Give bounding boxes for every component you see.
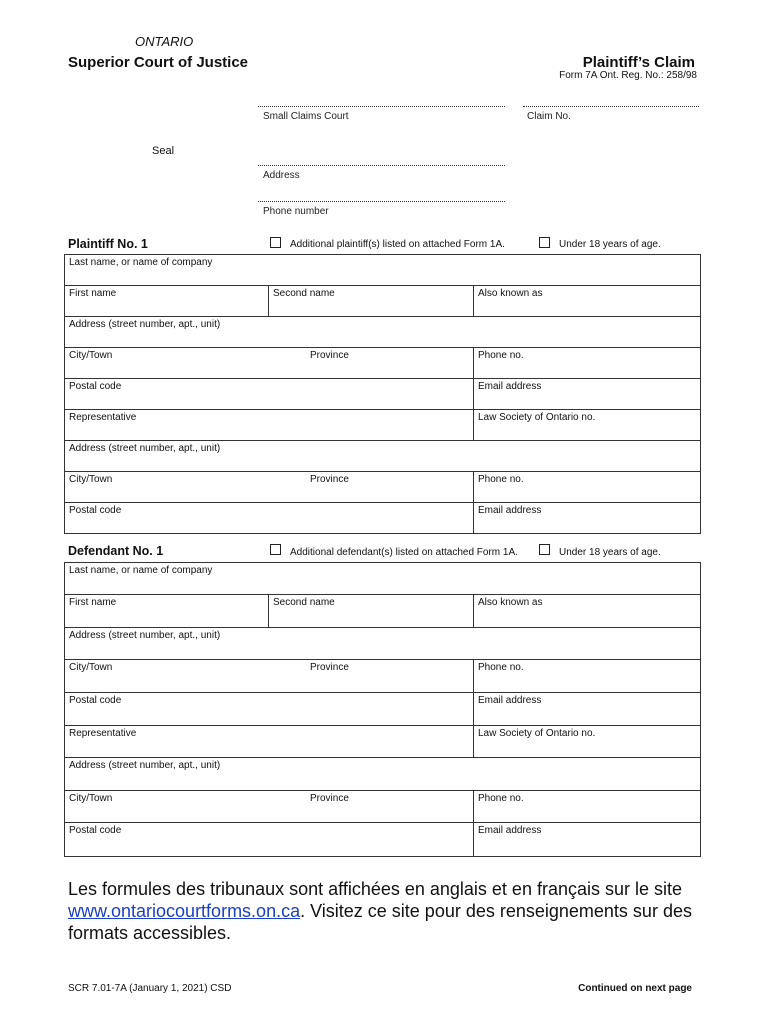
page-title: Plaintiff’s Claim xyxy=(582,54,695,71)
small-claims-court-field[interactable] xyxy=(258,106,505,107)
plaintiff-email-field[interactable]: Email address xyxy=(474,379,701,410)
additional-defendants-label: Additional defendant(s) listed on attached Form 1A. xyxy=(290,547,518,558)
form-code: SCR 7.01-7A (January 1, 2021) CSD xyxy=(68,983,232,994)
defendant-heading: Defendant No. 1 xyxy=(68,544,164,558)
small-claims-court-label: Small Claims Court xyxy=(263,111,349,122)
defendant-province-label: Province xyxy=(310,662,349,673)
plaintiff-second-name-field[interactable]: Second name xyxy=(269,286,474,317)
defendant-rep-address-field[interactable]: Address (street number, apt., unit) xyxy=(65,758,701,791)
defendant-email-field[interactable]: Email address xyxy=(474,693,701,726)
claim-no-field[interactable] xyxy=(523,106,699,107)
defendant-rep-postal-field[interactable]: Postal code xyxy=(65,823,474,857)
defendant-representative-field[interactable]: Representative xyxy=(65,726,474,758)
defendant-rep-province-label: Province xyxy=(310,793,349,804)
continued-label: Continued on next page xyxy=(578,983,692,994)
defendant-table xyxy=(64,562,701,857)
additional-defendants-checkbox[interactable] xyxy=(270,544,281,555)
plaintiff-rep-city-province-field[interactable]: City/Town Province xyxy=(65,472,474,503)
seal-label: Seal xyxy=(152,145,175,157)
court-forms-link[interactable]: www.ontariocourtforms.on.ca xyxy=(68,901,301,921)
plaintiff-rep-postal-field[interactable]: Postal code xyxy=(65,503,474,534)
defendant-under18-label: Under 18 years of age. xyxy=(559,547,661,558)
defendant-phone-field[interactable]: Phone no. xyxy=(474,660,701,693)
plaintiff-heading: Plaintiff No. 1 xyxy=(68,237,148,251)
plaintiff-postal-field[interactable]: Postal code xyxy=(65,379,474,410)
court-phone-field[interactable] xyxy=(258,201,505,202)
plaintiff-rep-phone-field[interactable]: Phone no. xyxy=(474,472,701,503)
court-address-field[interactable] xyxy=(258,165,505,166)
defendant-rep-phone-field[interactable]: Phone no. xyxy=(474,791,701,823)
form-number: Form 7A Ont. Reg. No.: 258/98 xyxy=(559,70,697,81)
language-notice: Les formules des tribunaux sont affichées en anglais et en français sur le site www.ontariocourtforms.on.ca. Visitez ce site pour des renseignements sur des formats accessibles. xyxy=(68,879,692,943)
court-name: Superior Court of Justice xyxy=(68,54,249,71)
phone-number-label: Phone number xyxy=(263,206,329,217)
defendant-aka-field[interactable]: Also known as xyxy=(474,595,701,628)
plaintiff-representative-field[interactable]: Representative xyxy=(65,410,474,441)
plaintiff-lso-field[interactable]: Law Society of Ontario no. xyxy=(474,410,701,441)
plaintiff-address-field[interactable]: Address (street number, apt., unit) xyxy=(65,317,701,348)
defendant-first-name-field[interactable]: First name xyxy=(65,595,269,628)
address-label: Address xyxy=(263,170,300,181)
defendant-rep-city-province-field[interactable]: City/Town Province xyxy=(65,791,474,823)
plaintiff-rep-address-field[interactable]: Address (street number, apt., unit) xyxy=(65,441,701,472)
additional-plaintiffs-label: Additional plaintiff(s) listed on attached Form 1A. xyxy=(290,239,505,250)
defendant-rep-email-field[interactable]: Email address xyxy=(474,823,701,857)
plaintiff-last-name-field[interactable]: Last name, or name of company xyxy=(65,255,701,286)
plaintiff-city-province-field[interactable]: City/Town Province xyxy=(65,348,474,379)
plaintiff-phone-field[interactable]: Phone no. xyxy=(474,348,701,379)
defendant-second-name-field[interactable]: Second name xyxy=(269,595,474,628)
jurisdiction-label: ONTARIO xyxy=(135,34,194,49)
defendant-address-field[interactable]: Address (street number, apt., unit) xyxy=(65,628,701,660)
plaintiff-table xyxy=(64,254,701,534)
defendant-city-province-field[interactable]: City/Town Province xyxy=(65,660,474,693)
defendant-under18-checkbox[interactable] xyxy=(539,544,550,555)
plaintiff-under18-label: Under 18 years of age. xyxy=(559,239,661,250)
defendant-last-name-field[interactable]: Last name, or name of company xyxy=(65,563,701,595)
additional-plaintiffs-checkbox[interactable] xyxy=(270,237,281,248)
plaintiff-under18-checkbox[interactable] xyxy=(539,237,550,248)
plaintiff-rep-province-label: Province xyxy=(310,474,349,485)
plaintiff-rep-email-field[interactable]: Email address xyxy=(474,503,701,534)
claim-no-label: Claim No. xyxy=(527,111,571,122)
plaintiff-first-name-field[interactable]: First name xyxy=(65,286,269,317)
plaintiff-aka-field[interactable]: Also known as xyxy=(474,286,701,317)
defendant-postal-field[interactable]: Postal code xyxy=(65,693,474,726)
defendant-lso-field[interactable]: Law Society of Ontario no. xyxy=(474,726,701,758)
plaintiff-province-label: Province xyxy=(310,350,349,361)
